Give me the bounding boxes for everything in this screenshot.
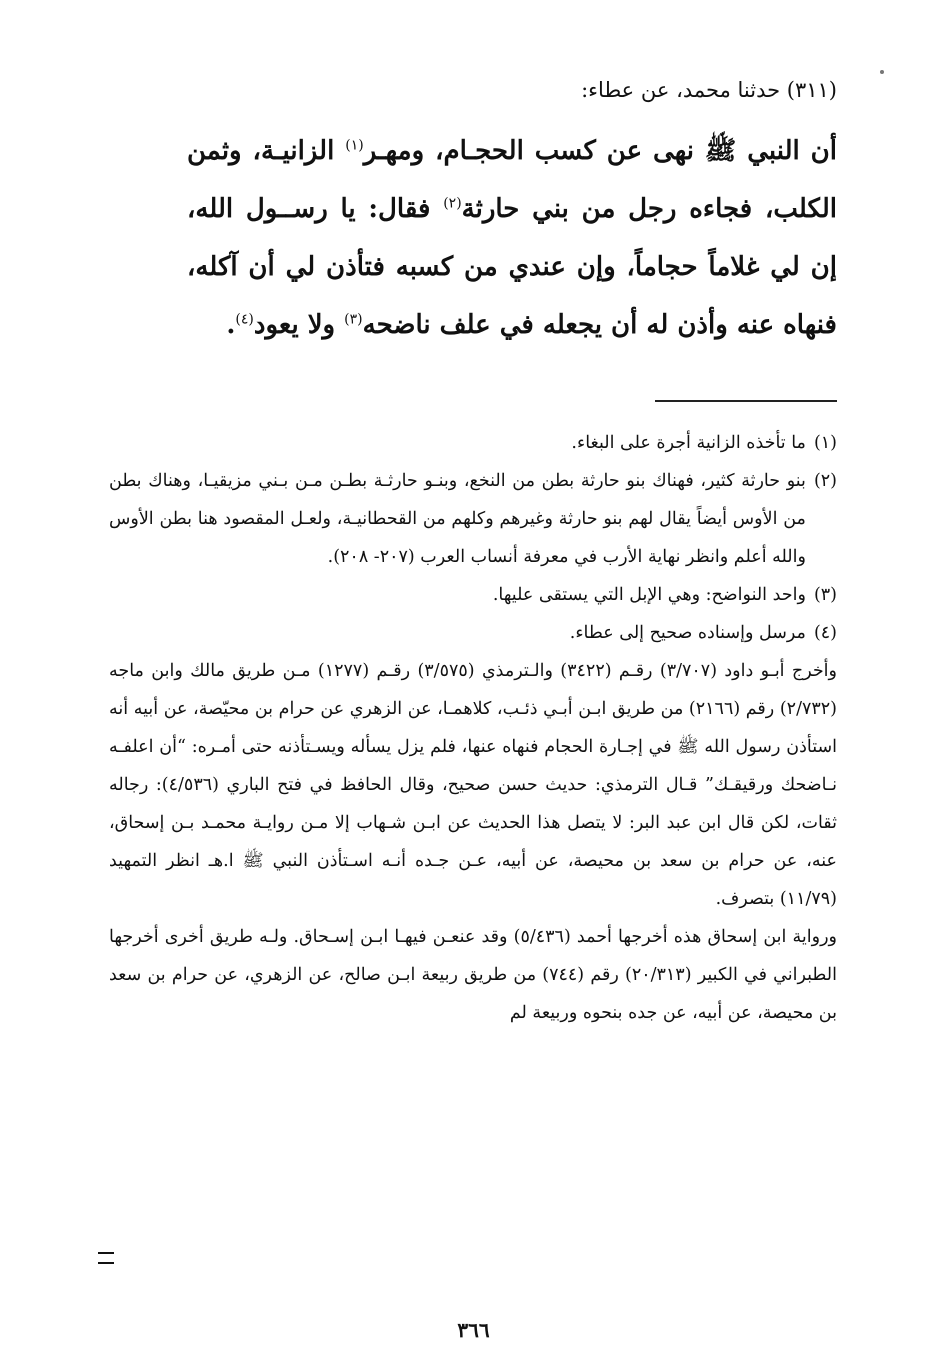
footnote-2	[109, 462, 837, 576]
matn-text: ولا يعود	[253, 310, 345, 340]
footnote-reference: (٤)	[235, 311, 254, 328]
footnote-text: ما تأخذه الزانية أجرة على البغاء.	[571, 433, 806, 453]
footnote-number: (٣)	[813, 585, 837, 605]
footnote-number: (٤)	[813, 623, 837, 643]
footnote-3	[109, 576, 837, 614]
footnote-4	[109, 614, 837, 652]
footnote-text: مرسل وإسناده صحيح إلى عطاء.	[569, 623, 806, 643]
takhrij-paragraph-2: ورواية ابن إسحاق هذه أخرجها أحمد (٥/٤٣٦) وقد عنعـن فيهـا ابـن إسـحاق. ولـه طريق أخرى أخرجها الطبراني في الكبير (٢٠/٣١٣) رقم (٧٤٤) من طريق ربيعة ابـن صالح، عن الزهري، عن حرام بن سعد بن محيصة، عن أبيه، عن جده بنحوه وربيعة لم	[109, 927, 837, 1023]
matn-text: فقال: يا رســول الله، إن لي غلاماً حجاماً، وإن عندي من كسبه فتأذن لي أن آكله، فنهاه عنه وأذن له أن يجعله في علف ناضحه	[187, 194, 837, 340]
hadith-header: (٣١١) حدثنا محمد، عن عطاء:	[581, 78, 837, 102]
hadith-matn	[187, 122, 837, 354]
page-number: ٣٦٦	[457, 1318, 490, 1342]
scan-speck	[880, 70, 884, 74]
footnote-number: (١)	[813, 433, 837, 453]
continuation-mark	[98, 1252, 114, 1264]
footnote-text: واحد النواضح: وهي الإبل التي يستقى عليها.	[492, 585, 806, 605]
footnote-number: (٢)	[813, 471, 837, 491]
footnote-reference: (٢)	[443, 195, 462, 212]
footnote-1	[109, 424, 837, 462]
footnotes-section	[109, 424, 837, 1032]
footnote-text: بنو حارثة كثير، فهناك بنو حارثة بطن من النخع، وبنـو حارثـة بطـن مـن بـني مزيقيـا، وهناك بطن من الأوس أيضاً يقال لهم بنو حارثة وغيرهم وكلهم من القحطانيـة، ولعـل المقصود هنا بطن الأوس والله أعلم وانظر نهاية الأرب في معرفة أنساب العرب (٢٠٧- ٢٠٨).	[109, 471, 806, 567]
matn-text: أن النبي ﷺ نهى عن كسب الحجـام، ومهـر	[363, 136, 837, 166]
footnote-reference: (١)	[345, 137, 364, 154]
matn-text: الزانيـة، وثمن الكلب، فجاءه رجل من بني حارثة	[187, 136, 837, 224]
footnote-reference: (٣)	[344, 311, 363, 328]
matn-text: .	[226, 310, 236, 340]
footnote-separator	[655, 400, 837, 402]
takhrij-paragraph-1: وأخرج أبـو داود (٣/٧٠٧) رقـم (٣٤٢٢) والـترمذي (٣/٥٧٥) رقـم (١٢٧٧) مـن طريق مالك وابن ماجه (٢/٧٣٢) رقم (٢١٦٦) من طريق ابـن أبـي ذئـب، كلاهمـا، عن الزهري عن حرام بن محيّصة، عن أبيه أنه استأذن رسول الله ﷺ في إجـارة الحجام فنهاه عنها، فلم يزل يسأله ويسـتأذنه حتى أمـره: “أن اعلفـه نـاضحك ورقيقـك” قـال الترمذي: حديث حسن صحيح، وقال الحافظ في فتح الباري (٤/٥٣٦): رجاله ثقات، لكن قال ابن عبد البر: لا يتصل هذا الحديث عن ابـن شـهاب إلا مـن روايـة محمـد بـن إسحاق، عنه، عن حرام بن سعد بن محيصة، عن أبيه، عـن جـده أنـه اسـتأذن النبي ﷺ ا.هـ انظر التمهيد (١١/٧٩) بتصرف.	[109, 661, 837, 909]
